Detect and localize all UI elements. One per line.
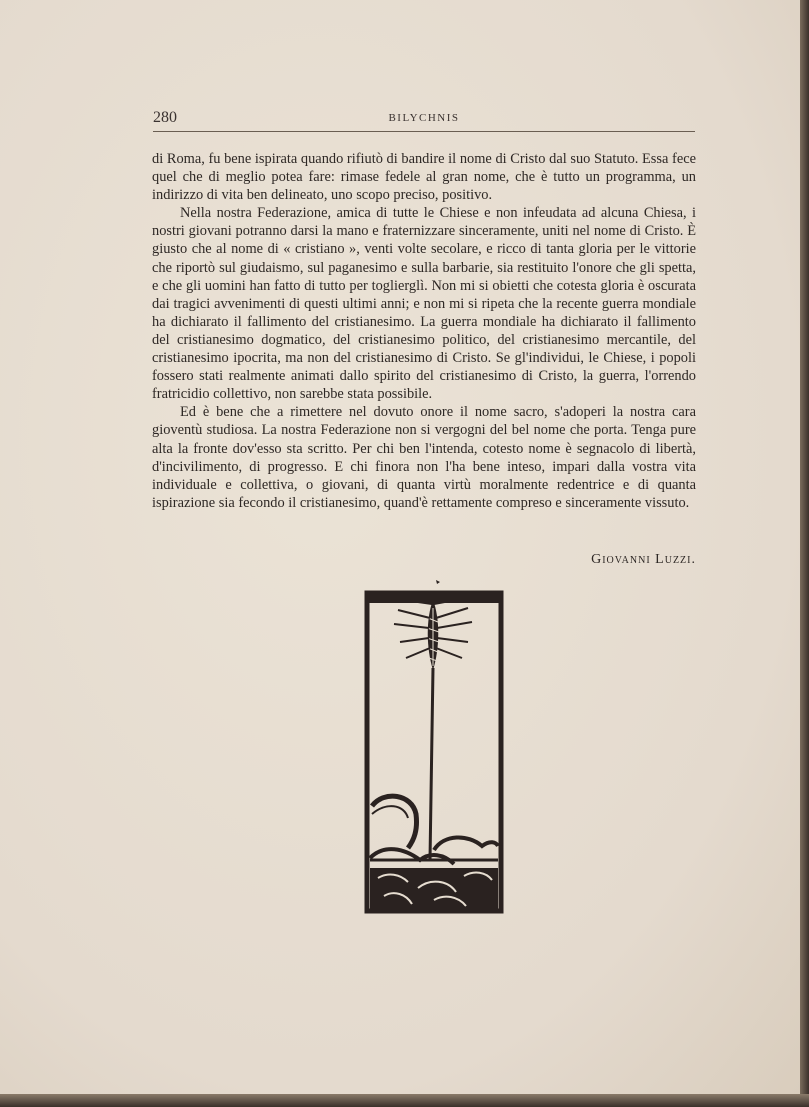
running-head: BILYCHNIS [388,112,460,124]
page-edge-right [800,0,809,1107]
paragraph: di Roma, fu bene ispirata quando rifiutò di bandire il nome di Cristo dal suo Statuto. Essa fece quel che di meglio potea fare: rimase fedele al gran nome, che è tutto un programma, un indirizzo di vita ben delineato, uno scopo preciso, positivo. [152,151,696,204]
paragraph: Nella nostra Federazione, amica di tutte le Chiese e non infeudata ad alcuna Chiesa, i nostri giovani potranno darsi la mano e fraternizzare sinceramente, uniti nel nome di Cristo. È giusto che al nome di « cristiano », venti volte secolare, e ricco di tanta gloria per le vittorie che riportò sul giudaismo, sul paganesimo e sulla barbarie, sia restituito l'onore che gli spetta, e che gli uomini han fatto di tutto per toglierglì. Non mi si obietti che cotesta gloria è oscurata dai tragici avvenimenti di questi ultimi anni; e non mi si ripeta che la recente guerra mondiale ha dichiarato il fallimento del cristianesimo. La guerra mondiale ha dichiarato il fallimento del cristianesimo dogmatico, del cristianesimo politico, del cristianesimo mercantile, del cristianesimo ipocrita, ma non del cristianesimo di Cristo. Se gl'individui, le Chiese, i popoli fossero stati realmente animati dallo spirito del cristianesimo di Cristo, la guerra, l'orrendo fratricidio collettivo, non sarebbe stata possibile. [152,205,696,403]
paragraph: Ed è bene che a rimettere nel dovuto onore il nome sacro, s'adoperi la nostra cara gioventù studiosa. La nostra Federazione non si vergogni del bel nome che porta. Tenga pure alta la fronte dov'esso sta scritto. Per chi ben l'intenda, cotesto nome è segnacolo di libertà, d'incivilimento, di progresso. E chi finora non l'ha bene inteso, impari dalla vostra vita individuale e collettiva, o giovani, di quanta virtù moralmente redentrice e di quanta ispirazione sia fecondo il cristianesimo, quand'è rettamente compreso e sinceramente vissuto. [152,404,696,511]
author-signature: Giovanni Luzzi. [591,552,696,567]
page-edge-bottom [0,1094,809,1107]
page-header [153,109,695,132]
wheat-ear-woodcut-icon [364,578,504,914]
page-number: 280 [153,109,177,126]
article-body [152,150,696,512]
